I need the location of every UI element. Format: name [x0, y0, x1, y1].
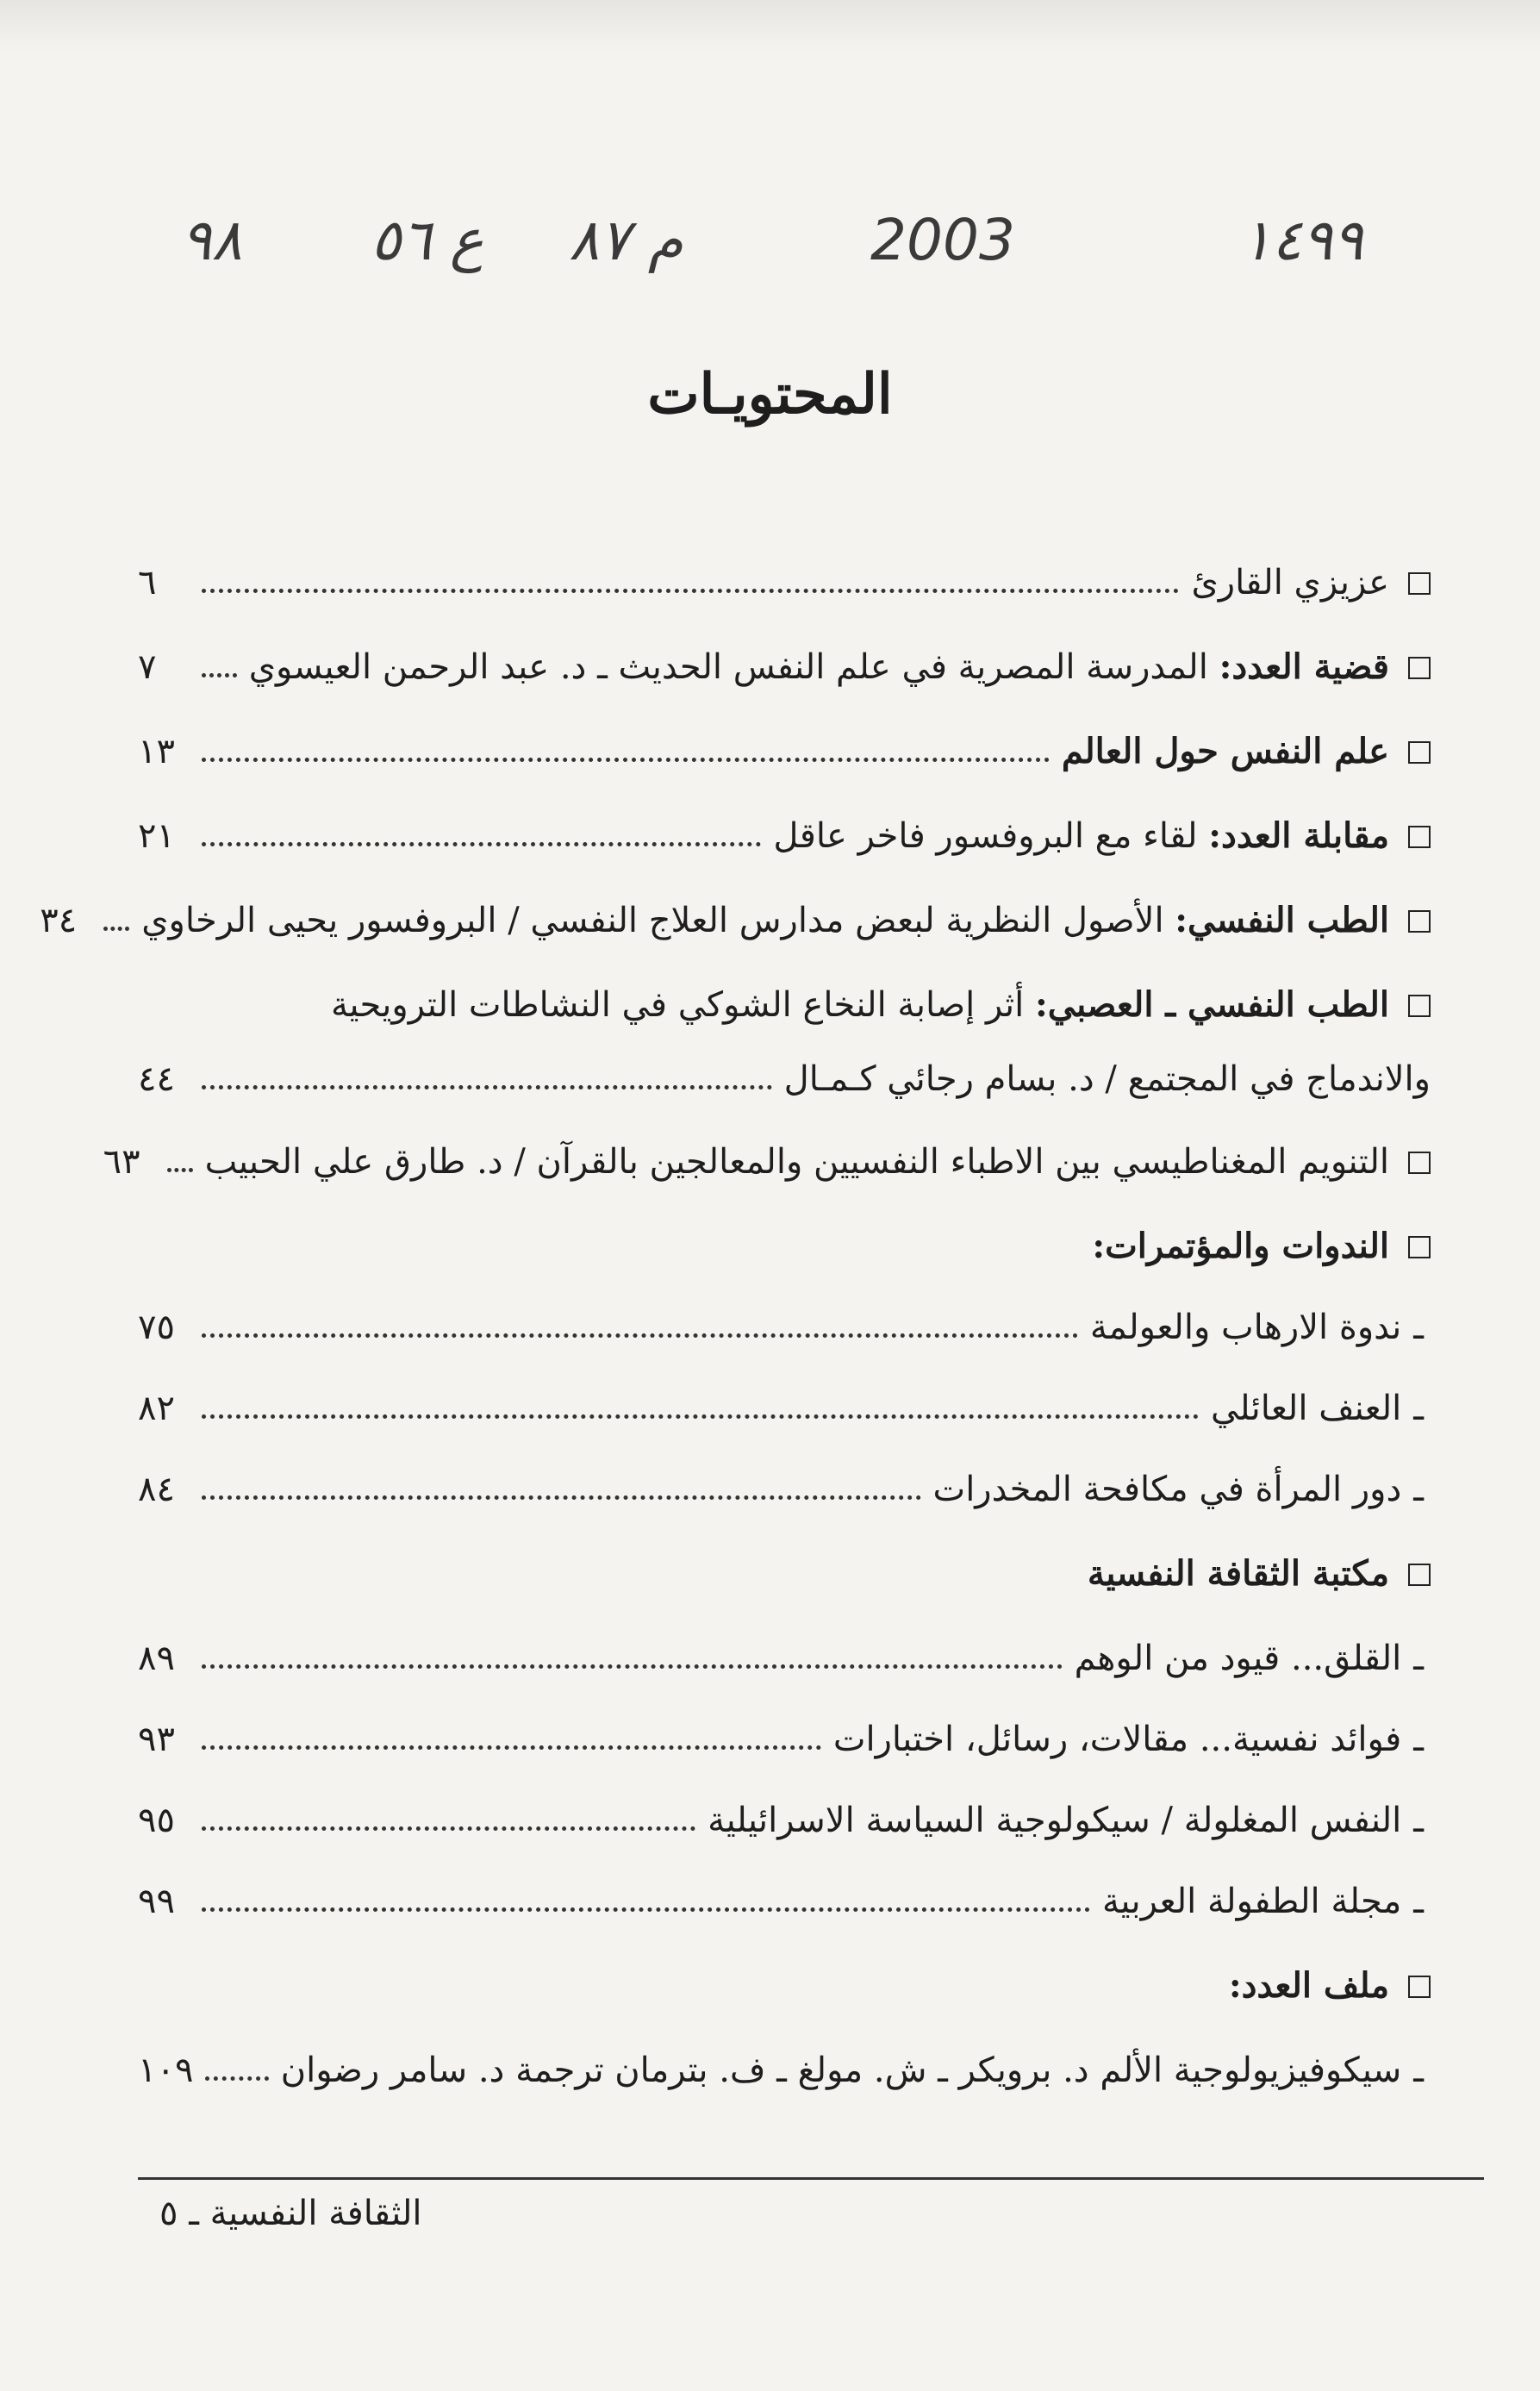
- toc-subentry-title: سيكوفيزيولوجية الألم د. برويكر ـ ش. مولغ ـ ف. بترمان ترجمة د. سامر رضوان: [280, 2051, 1402, 2090]
- checkbox-icon: [1408, 1152, 1431, 1174]
- toc-entry-title: عزيزي القارئ: [1191, 563, 1389, 602]
- dash-bullet: ـ: [1413, 1720, 1424, 1759]
- dash-bullet: ـ: [1413, 1639, 1424, 1678]
- toc-entry-title: مقابلة العدد: لقاء مع البروفسور فاخر عاقل: [773, 815, 1389, 856]
- dot-leader: [205, 2076, 268, 2081]
- dot-leader: [202, 1826, 695, 1831]
- dot-leader: [202, 1907, 1090, 1912]
- checkbox-icon: [1408, 995, 1431, 1017]
- toc-entry[interactable]: [138, 534, 1431, 603]
- toc-section-header[interactable]: [138, 1198, 1431, 1267]
- dash-bullet: ـ: [1413, 1308, 1424, 1347]
- dot-leader: [202, 1745, 821, 1750]
- checkbox-icon: [1408, 1976, 1431, 1998]
- toc-entry[interactable]: [138, 957, 1431, 1026]
- toc-subentry[interactable]: [138, 1853, 1431, 1922]
- dash-bullet: ـ: [1413, 1882, 1424, 1921]
- toc-section-header[interactable]: [138, 1526, 1431, 1595]
- toc-section-title: ملف العدد:: [1228, 1965, 1389, 2006]
- dash-bullet: ـ: [1413, 2051, 1424, 2090]
- toc-entry-page: ٢١: [138, 816, 175, 856]
- dot-leader: [202, 1333, 1078, 1338]
- handwritten-note-b: ع ٥٦: [371, 207, 484, 273]
- checkbox-icon: [1408, 826, 1431, 848]
- toc-entry-title: الطب النفسي ـ العصبي: أثر إصابة النخاع الشوكي في النشاطات الترويحية: [330, 984, 1389, 1025]
- toc-entry[interactable]: [103, 1114, 1431, 1183]
- page-footer: الثقافة النفسية ـ ٥: [159, 2194, 422, 2233]
- handwritten-notes: [0, 207, 1540, 310]
- dash-bullet: ـ: [1413, 1470, 1424, 1509]
- toc-entry[interactable]: [40, 872, 1431, 941]
- toc-subentry[interactable]: [138, 1360, 1431, 1429]
- toc-subentry-title: العنف العائلي: [1210, 1389, 1402, 1428]
- handwritten-note-c: م ٨٧: [569, 207, 683, 273]
- toc-entry-continuation[interactable]: [138, 1031, 1431, 1100]
- toc-subentry-page: ٨٩: [138, 1639, 175, 1678]
- toc-entry-title-continued: والاندماج في المجتمع / د. بسام رجائي كـمـال: [783, 1059, 1431, 1099]
- dot-leader: [202, 1414, 1199, 1419]
- handwritten-note-a: ٩٨: [181, 207, 242, 273]
- toc-entry-title: الطب النفسي: الأصول النظرية لبعض مدارس العلاج النفسي / البروفسور يحيى الرخاوي: [141, 900, 1389, 940]
- scan-shadow: [0, 0, 1540, 52]
- toc-entry[interactable]: [138, 788, 1431, 857]
- toc-subentry-page: ٨٤: [138, 1470, 175, 1509]
- page-title: المحتويـات: [647, 362, 893, 427]
- toc-subentry-page: ٨٢: [138, 1389, 175, 1428]
- checkbox-icon: [1408, 1564, 1431, 1586]
- dot-leader: [202, 1664, 1063, 1669]
- toc-subentry-page: ٧٥: [138, 1308, 175, 1347]
- toc-subentry-title: مجلة الطفولة العربية: [1101, 1882, 1402, 1921]
- dot-leader: [202, 673, 237, 677]
- toc-entry-page: ٧: [138, 647, 157, 687]
- toc-entry-page: ٦٣: [103, 1142, 140, 1182]
- dot-leader: [167, 1168, 193, 1172]
- dot-leader: [103, 927, 129, 931]
- dot-leader: [202, 1495, 921, 1500]
- handwritten-note-d: 2003: [870, 207, 1015, 273]
- toc-subentry-title: القلق... قيود من الوهم: [1074, 1639, 1402, 1678]
- toc-subentry-page: ١٠٩: [138, 2051, 194, 2090]
- dash-bullet: ـ: [1413, 1801, 1424, 1840]
- toc-subentry[interactable]: [138, 2022, 1431, 2091]
- toc-subentry[interactable]: [138, 1691, 1431, 1760]
- toc-subentry-page: ٩٩: [138, 1882, 175, 1921]
- toc-entry-page: ٦: [138, 563, 157, 602]
- toc-subentry-page: ٩٣: [138, 1720, 175, 1759]
- dot-leader: [202, 842, 761, 846]
- toc-entry-page: ٣٤: [40, 901, 78, 940]
- toc-entry[interactable]: [138, 619, 1431, 688]
- dot-leader: [202, 758, 1050, 762]
- checkbox-icon: [1408, 572, 1431, 595]
- toc-entry-title: التنويم المغناطيسي بين الاطباء النفسيين والمعالجين بالقرآن / د. طارق علي الحبيب: [204, 1142, 1389, 1182]
- dash-bullet: ـ: [1413, 1389, 1424, 1428]
- toc-subentry[interactable]: [138, 1610, 1431, 1679]
- toc-entry-title: علم النفس حول العالم: [1061, 731, 1389, 771]
- toc-entry-title: قضية العدد: المدرسة المصرية في علم النفس الحديث ـ د. عبد الرحمن العيسوي: [248, 646, 1389, 687]
- toc-subentry[interactable]: [138, 1441, 1431, 1510]
- toc-subentry-title: النفس المغلولة / سيكولوجية السياسة الاسرائيلية: [708, 1801, 1402, 1840]
- toc-section-header[interactable]: [138, 1938, 1431, 2007]
- toc-subentry-title: دور المرأة في مكافحة المخدرات: [932, 1470, 1402, 1509]
- checkbox-icon: [1408, 657, 1431, 679]
- toc-subentry-title: فوائد نفسية... مقالات، رسائل، اختبارات: [832, 1720, 1402, 1759]
- toc-subentry-title: ندوة الارهاب والعولمة: [1089, 1308, 1402, 1347]
- toc-section-title: الندوات والمؤتمرات:: [1092, 1226, 1389, 1266]
- dot-leader: [202, 589, 1179, 593]
- toc-subentry[interactable]: [138, 1772, 1431, 1841]
- toc-entry-page: ٤٤: [138, 1059, 175, 1099]
- dot-leader: [202, 1085, 772, 1089]
- toc-section-title: مكتبة الثقافة النفسية: [1087, 1553, 1389, 1594]
- toc-subentry[interactable]: [138, 1279, 1431, 1348]
- checkbox-icon: [1408, 910, 1431, 933]
- checkbox-icon: [1408, 1236, 1431, 1258]
- footer-rule: [138, 2177, 1484, 2180]
- toc-entry-page: ١٣: [138, 732, 175, 771]
- toc-entry[interactable]: [138, 703, 1431, 772]
- handwritten-note-e: ١٤٩٩: [1241, 207, 1363, 273]
- toc-subentry-page: ٩٥: [138, 1801, 175, 1840]
- checkbox-icon: [1408, 741, 1431, 764]
